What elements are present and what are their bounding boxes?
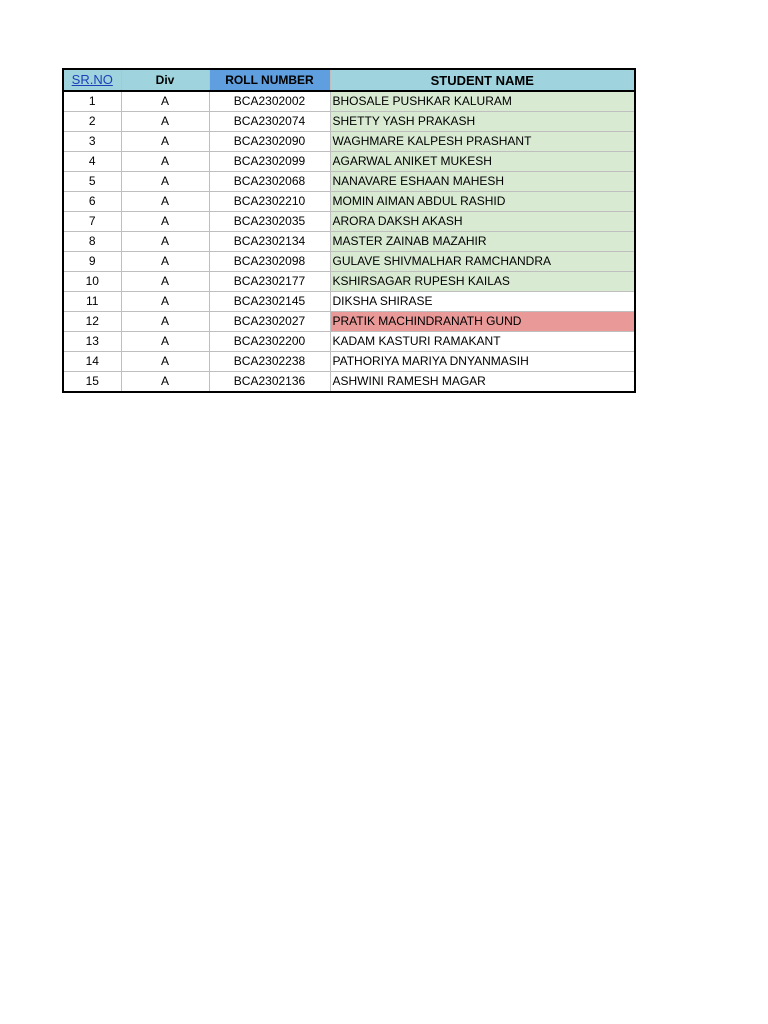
cell-student-name[interactable]: BHOSALE PUSHKAR KALURAM: [330, 91, 635, 112]
table-row: [63, 272, 635, 292]
cell-sr-no[interactable]: 8: [63, 232, 121, 252]
cell-sr-no[interactable]: 2: [63, 112, 121, 132]
cell-sr-no[interactable]: 1: [63, 91, 121, 112]
cell-student-name[interactable]: AGARWAL ANIKET MUKESH: [330, 152, 635, 172]
cell-roll-number[interactable]: BCA2302099: [209, 152, 330, 172]
table-row: [63, 332, 635, 352]
cell-sr-no[interactable]: 5: [63, 172, 121, 192]
table-row: [63, 112, 635, 132]
cell-student-name[interactable]: SHETTY YASH PRAKASH: [330, 112, 635, 132]
cell-sr-no[interactable]: 3: [63, 132, 121, 152]
table-row: [63, 312, 635, 332]
table-row: [63, 372, 635, 393]
cell-div[interactable]: A: [121, 132, 209, 152]
table-row: [63, 352, 635, 372]
cell-roll-number[interactable]: BCA2302210: [209, 192, 330, 212]
header-sr-no[interactable]: [63, 69, 121, 91]
cell-roll-number[interactable]: BCA2302074: [209, 112, 330, 132]
cell-roll-number[interactable]: BCA2302200: [209, 332, 330, 352]
cell-student-name[interactable]: MOMIN AIMAN ABDUL RASHID: [330, 192, 635, 212]
cell-student-name[interactable]: PATHORIYA MARIYA DNYANMASIH: [330, 352, 635, 372]
cell-div[interactable]: A: [121, 112, 209, 132]
cell-student-name[interactable]: PRATIK MACHINDRANATH GUND: [330, 312, 635, 332]
table-row: [63, 212, 635, 232]
cell-sr-no[interactable]: 7: [63, 212, 121, 232]
cell-div[interactable]: A: [121, 332, 209, 352]
cell-sr-no[interactable]: 13: [63, 332, 121, 352]
cell-div[interactable]: A: [121, 272, 209, 292]
cell-roll-number[interactable]: BCA2302002: [209, 91, 330, 112]
cell-student-name[interactable]: MASTER ZAINAB MAZAHIR: [330, 232, 635, 252]
cell-div[interactable]: A: [121, 232, 209, 252]
cell-sr-no[interactable]: 4: [63, 152, 121, 172]
cell-div[interactable]: A: [121, 91, 209, 112]
header-student-name: STUDENT NAME: [330, 69, 635, 91]
cell-sr-no[interactable]: 9: [63, 252, 121, 272]
cell-sr-no[interactable]: 12: [63, 312, 121, 332]
cell-sr-no[interactable]: 15: [63, 372, 121, 393]
header-roll-number: ROLL NUMBER: [209, 69, 330, 91]
table-row: [63, 292, 635, 312]
cell-student-name[interactable]: NANAVARE ESHAAN MAHESH: [330, 172, 635, 192]
cell-sr-no[interactable]: 11: [63, 292, 121, 312]
cell-sr-no[interactable]: 10: [63, 272, 121, 292]
cell-student-name[interactable]: ASHWINI RAMESH MAGAR: [330, 372, 635, 393]
cell-roll-number[interactable]: BCA2302238: [209, 352, 330, 372]
cell-roll-number[interactable]: BCA2302136: [209, 372, 330, 393]
cell-div[interactable]: A: [121, 192, 209, 212]
cell-student-name[interactable]: WAGHMARE KALPESH PRASHANT: [330, 132, 635, 152]
cell-roll-number[interactable]: BCA2302177: [209, 272, 330, 292]
cell-roll-number[interactable]: BCA2302090: [209, 132, 330, 152]
table-row: [63, 132, 635, 152]
header-div: Div: [121, 69, 209, 91]
cell-sr-no[interactable]: 6: [63, 192, 121, 212]
table-header: [63, 69, 635, 91]
table-row: [63, 152, 635, 172]
table-row: [63, 91, 635, 112]
cell-roll-number[interactable]: BCA2302098: [209, 252, 330, 272]
cell-student-name[interactable]: ARORA DAKSH AKASH: [330, 212, 635, 232]
cell-student-name[interactable]: KSHIRSAGAR RUPESH KAILAS: [330, 272, 635, 292]
cell-div[interactable]: A: [121, 352, 209, 372]
cell-roll-number[interactable]: BCA2302035: [209, 212, 330, 232]
table-row: [63, 252, 635, 272]
cell-sr-no[interactable]: 14: [63, 352, 121, 372]
cell-div[interactable]: A: [121, 292, 209, 312]
cell-div[interactable]: A: [121, 312, 209, 332]
cell-div[interactable]: A: [121, 212, 209, 232]
cell-div[interactable]: A: [121, 372, 209, 393]
cell-div[interactable]: A: [121, 172, 209, 192]
cell-student-name[interactable]: GULAVE SHIVMALHAR RAMCHANDRA: [330, 252, 635, 272]
cell-roll-number[interactable]: BCA2302027: [209, 312, 330, 332]
header-row: [63, 69, 635, 91]
cell-roll-number[interactable]: BCA2302134: [209, 232, 330, 252]
cell-div[interactable]: A: [121, 252, 209, 272]
cell-student-name[interactable]: KADAM KASTURI RAMAKANT: [330, 332, 635, 352]
cell-roll-number[interactable]: BCA2302068: [209, 172, 330, 192]
student-list-sheet: [62, 68, 634, 393]
table-row: [63, 232, 635, 252]
cell-div[interactable]: A: [121, 152, 209, 172]
cell-roll-number[interactable]: BCA2302145: [209, 292, 330, 312]
table-body: [63, 91, 635, 392]
header-sr-no-link[interactable]: SR.NO: [71, 72, 113, 87]
cell-student-name[interactable]: DIKSHA SHIRASE: [330, 292, 635, 312]
table-row: [63, 172, 635, 192]
table-row: [63, 192, 635, 212]
student-table: [62, 68, 636, 393]
